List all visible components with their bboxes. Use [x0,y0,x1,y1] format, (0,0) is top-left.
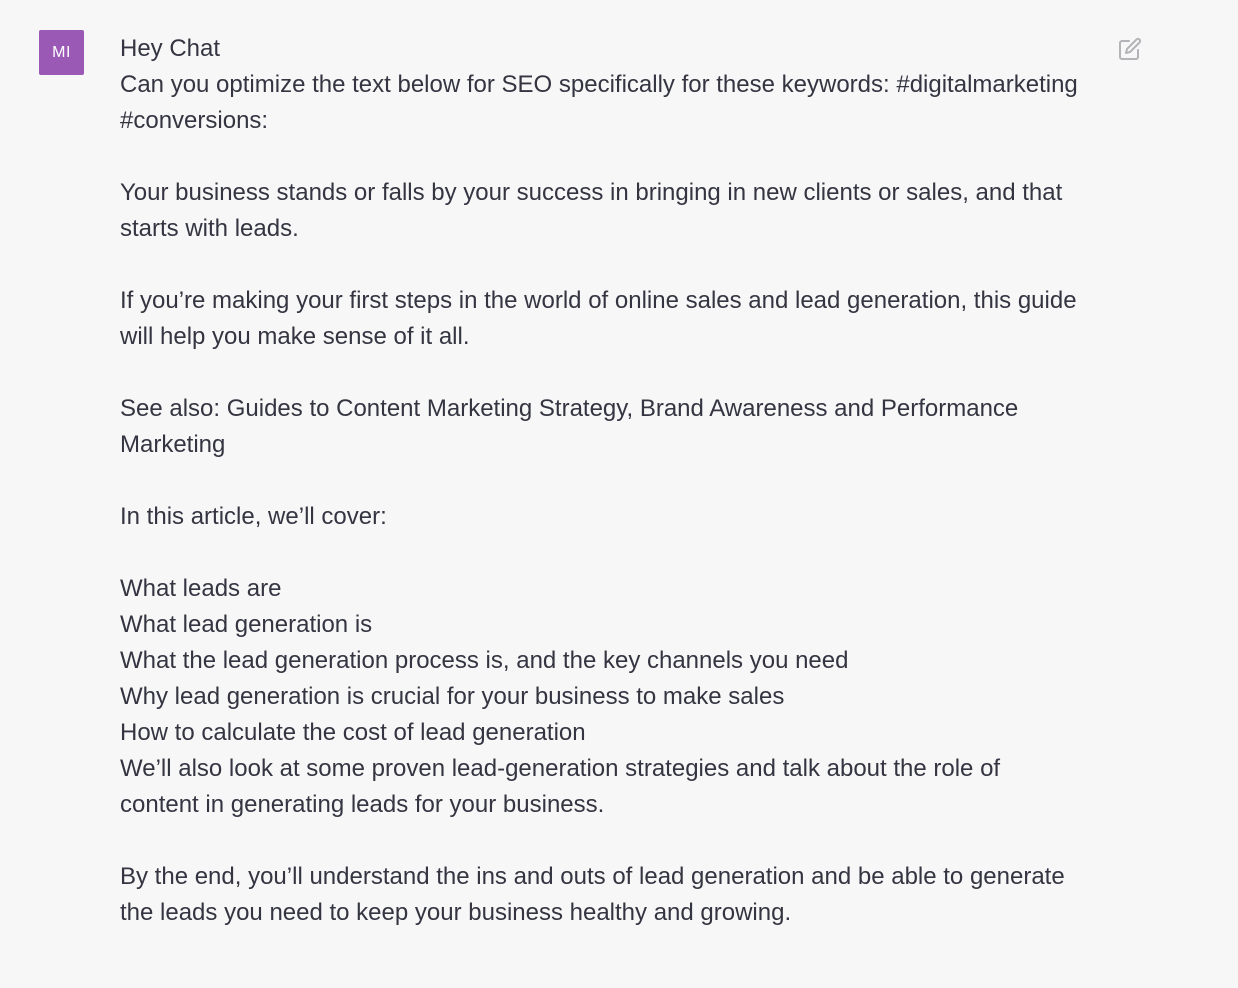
avatar: MI [39,30,84,75]
message-line: #conversions: [120,107,269,134]
message-line: Why lead generation is crucial for your business to make sales [120,683,785,710]
user-message [120,31,1110,931]
message-line [120,355,1110,391]
message-line: What leads are [120,575,282,602]
message-line: will help you make sense of it all. [120,323,470,350]
edit-icon [1118,37,1142,61]
message-line: See also: Guides to Content Marketing Strategy, Brand Awareness and Performance [120,395,1019,422]
message-line: starts with leads. [120,215,299,242]
message-line: the leads you need to keep your business healthy and growing. [120,899,792,926]
message-line: Marketing [120,431,226,458]
message-line: If you’re making your first steps in the world of online sales and lead generation, this guide [120,287,1077,314]
message-line: Hey Chat [120,35,221,62]
message-line [120,823,1110,859]
message-line: Can you optimize the text below for SEO specifically for these keywords: #digitalmarketing [120,71,1078,98]
message-line [120,535,1110,571]
message-line: By the end, you’ll understand the ins and outs of lead generation and be able to generate [120,863,1065,890]
message-line: We’ll also look at some proven lead-generation strategies and talk about the role of [120,755,1001,782]
message-line: content in generating leads for your business. [120,791,605,818]
edit-message-button[interactable] [1116,35,1144,63]
message-line [120,247,1110,283]
message-line: Your business stands or falls by your success in bringing in new clients or sales, and that [120,179,1063,206]
message-line: In this article, we’ll cover: [120,503,387,530]
message-line: How to calculate the cost of lead generation [120,719,586,746]
message-line [120,139,1110,175]
message-line: What lead generation is [120,611,373,638]
message-line: What the lead generation process is, and the key channels you need [120,647,849,674]
message-line [120,463,1110,499]
